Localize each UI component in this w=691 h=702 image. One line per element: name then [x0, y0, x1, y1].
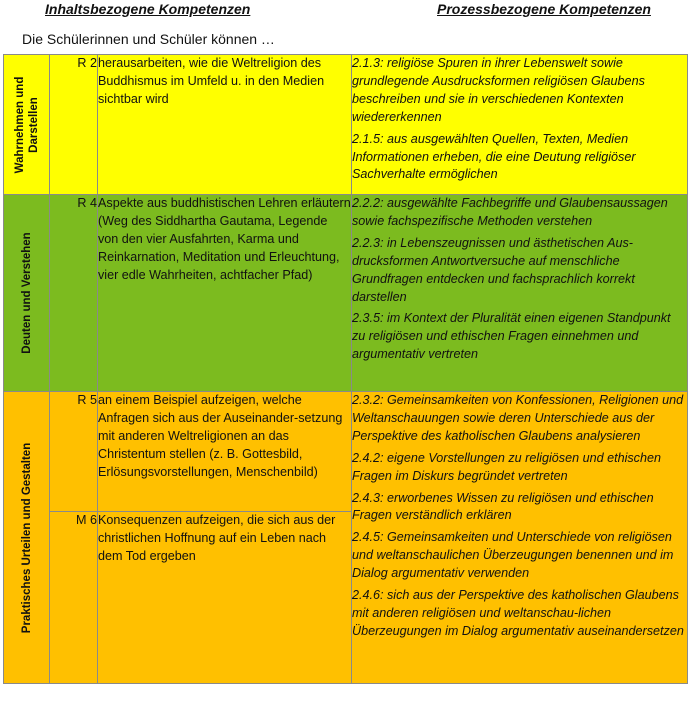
section-label-judge	[4, 392, 50, 684]
competence-code: R 4	[50, 195, 98, 392]
section-row-interpret	[4, 195, 688, 392]
section-label-line: Wahrnehmen und	[13, 76, 26, 173]
process-competences-cell	[352, 195, 688, 392]
process-competence-item: 2.2.2: ausgewählte Fachbegriffe und Glaubensaussagen sowie fachspezifische Methoden verstehen	[352, 196, 668, 228]
content-competence-text: Konsequenzen aufzeigen, die sich aus der christlichen Hoffnung auf ein Leben nach dem Tod ergeben	[98, 512, 352, 684]
section-label-line: Praktisches Urteilen und Gestalten	[20, 442, 33, 633]
content-competence-text: an einem Beispiel aufzeigen, welche Anfragen sich aus der Auseinander-setzung mit anderen Weltreligionen an das Christentum stellen (z. B. Gottesbild, Erlösungsvorstellungen, Menschenbild)	[98, 392, 352, 512]
competence-table	[3, 54, 688, 684]
section-label-line: Darstellen	[27, 96, 40, 153]
process-competence-item: 2.4.5: Gemeinsamkeiten und Unterschiede von religiösen und weltanschaulichen Überzeugungen benennen und im Dialog argumentativ verwenden	[352, 530, 674, 581]
process-competence-item: 2.3.2: Gemeinsamkeiten von Konfessionen, Religionen und Weltanschauungen sowie deren Unterschiede aus der Perspektive des katholischen Glaubens analysieren	[352, 393, 684, 443]
process-competence-item: 2.4.2: eigene Vorstellungen zu religiösen und ethischen Fragen im Diskurs begründet vertreten	[352, 450, 661, 483]
process-competence-item: 2.4.3: erworbenes Wissen zu religiösen und ethischen Fragen verständlich erklären	[352, 490, 654, 523]
content-competences-header: Inhaltsbezogene Kompetenzen	[45, 1, 251, 17]
process-competences-cell	[352, 55, 688, 195]
process-competences-cell	[352, 392, 688, 684]
intro-text: Die Schülerinnen und Schüler können …	[22, 31, 275, 47]
process-competence-item: 2.1.3: religiöse Spuren in ihrer Lebenswelt sowie grundlegende Ausdrucksformen religiösen Glaubens beschreiben und sie in verschiedenen Kontexten wiedererkennen	[352, 56, 645, 124]
content-competence-text: herausarbeiten, wie die Weltreligion des Buddhismus im Umfeld u. in den Medien sichtbar wird	[98, 55, 352, 195]
section-label-interpret	[4, 195, 50, 392]
competence-code: R 5	[50, 392, 98, 512]
competence-code: R 2	[50, 55, 98, 195]
section-row-perceive	[4, 55, 688, 195]
process-competence-item: 2.4.6: sich aus der Perspektive des katholischen Glaubens mit anderen religiösen und weltanschau-lichen Überzeugungen im Dialog argumentativ auseinandersetzen	[352, 588, 684, 638]
section-label-perceive	[4, 55, 50, 195]
section-label-line: Deuten und Verstehen	[20, 232, 33, 354]
process-competences-header: Prozessbezogene Kompetenzen	[437, 1, 651, 17]
process-competence-item: 2.1.5: aus ausgewählten Quellen, Texten, Medien Informationen erheben, die eine Deutung religiöser Sachverhalte ermöglichen	[352, 131, 636, 182]
process-competence-item: 2.3.5: im Kontext der Pluralität einen eigenen Standpunkt zu religiösen und ethischen Fragen einnehmen und argumentativ vertreten	[352, 311, 671, 362]
process-competence-item: 2.2.3: in Lebenszeugnissen und ästhetischen Aus-drucksformen Antwortversuche auf menschliche Grundfragen entdecken und fachsprachlich korrekt darstellen	[352, 235, 635, 304]
section-row-judge	[4, 392, 688, 512]
content-competence-text: Aspekte aus buddhistischen Lehren erläutern (Weg des Siddhartha Gautama, Legende von den vier Ausfahrten, Karma und Reinkarnation, Meditation und Erleuchtung, vier edle Wahrheiten, achtfacher Pfad)	[98, 195, 352, 392]
competence-code: M 6	[50, 512, 98, 684]
